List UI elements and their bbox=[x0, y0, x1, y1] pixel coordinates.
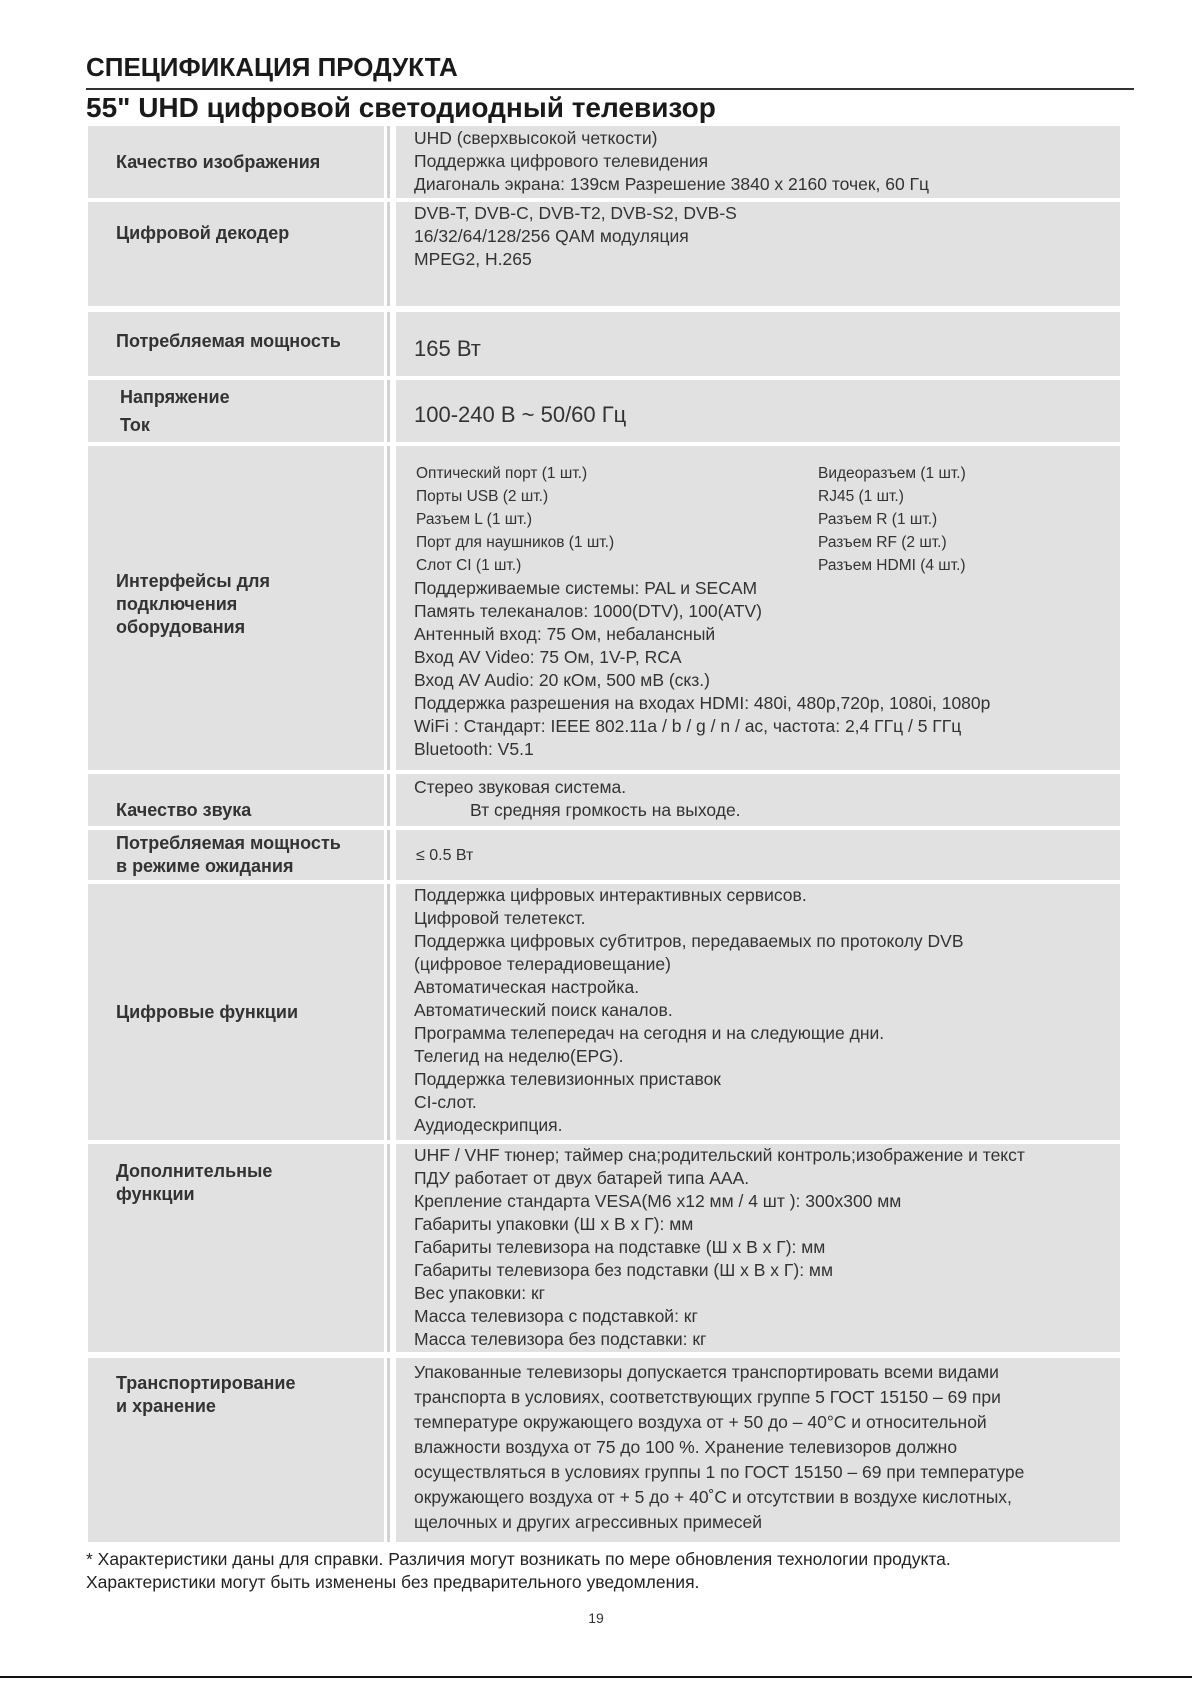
spec-line: CI-слот. bbox=[414, 1092, 477, 1112]
spec-line: Габариты телевизора без подставки (Ш х В х Г): мм bbox=[414, 1260, 833, 1280]
spec-line: Bluetooth: V5.1 bbox=[414, 739, 534, 759]
spec-row-voltage bbox=[88, 380, 1120, 442]
spec-label-voltage bbox=[88, 380, 384, 442]
spec-line: влажности воздуха от 75 до 100 %. Хранение телевизоров должно bbox=[414, 1437, 958, 1457]
spec-label-picture bbox=[88, 126, 384, 198]
spec-label-text: Качество звука bbox=[116, 800, 252, 820]
spec-line: UHD (сверхвысокой четкости) bbox=[414, 128, 658, 148]
ports-right-column bbox=[818, 462, 1112, 577]
spec-divider bbox=[384, 1358, 396, 1542]
spec-label-extra bbox=[88, 1144, 384, 1352]
port-item: Порт для наушников (1 шт.) bbox=[416, 534, 615, 551]
spec-line: Диагональ экрана: 139см Разрешение 3840 х 2160 точек, 60 Гц bbox=[414, 174, 930, 194]
spec-divider bbox=[384, 312, 396, 376]
bottom-rule bbox=[0, 1676, 1192, 1678]
spec-line: 16/32/64/128/256 QAM модуляция bbox=[414, 226, 689, 246]
standby-value: ≤ 0.5 Вт bbox=[416, 846, 474, 864]
spec-line: Цифровой телетекст. bbox=[414, 908, 586, 928]
ports-list bbox=[414, 462, 1112, 577]
port-item: Разъем L (1 шт.) bbox=[416, 511, 533, 528]
port-item: Порты USB (2 шт.) bbox=[416, 488, 549, 505]
spec-line: ПДУ работает от двух батарей типа ААА. bbox=[414, 1168, 750, 1188]
spec-line: Память телеканалов: 1000(DTV), 100(ATV) bbox=[414, 601, 762, 621]
spec-line: Вход AV Video: 75 Ом, 1V-P, RCA bbox=[414, 647, 682, 667]
heading-rule bbox=[86, 88, 1134, 90]
spec-line: Автоматическая настройка. bbox=[414, 977, 640, 997]
spec-value-decoder bbox=[396, 202, 1120, 306]
footnote-line: Характеристики могут быть изменены без предварительного уведомления. bbox=[86, 1572, 700, 1592]
spec-divider bbox=[384, 126, 396, 198]
spec-divider bbox=[384, 380, 396, 442]
spec-label-text: Транспортирование bbox=[116, 1373, 296, 1393]
spec-value-voltage bbox=[396, 380, 1120, 442]
spec-divider bbox=[384, 1144, 396, 1352]
spec-line: Поддержка цифрового телевидения bbox=[414, 151, 709, 171]
voltage-value: 100-240 В ~ 50/60 Гц bbox=[414, 402, 627, 427]
spec-label-decoder bbox=[88, 202, 384, 306]
spec-value-digital bbox=[396, 884, 1120, 1140]
spec-label-transport bbox=[88, 1358, 384, 1542]
spec-line: Поддержка телевизионных приставок bbox=[414, 1069, 721, 1089]
spec-row-interfaces bbox=[88, 446, 1120, 770]
spec-line: Автоматический поиск каналов. bbox=[414, 1000, 673, 1020]
document-subtitle: 55" UHD цифровой светодиодный телевизор bbox=[86, 92, 716, 123]
spec-line: Поддержка цифровых интерактивных сервисов. bbox=[414, 885, 807, 905]
spec-line: Крепление стандарта VESA(M6 x12 мм / 4 шт ): 300х300 мм bbox=[414, 1191, 902, 1211]
page-number: 19 bbox=[588, 1610, 604, 1626]
document-title: СПЕЦИФИКАЦИЯ ПРОДУКТА bbox=[86, 52, 458, 82]
spec-label-sound bbox=[88, 774, 384, 826]
spec-label-text: Ток bbox=[120, 415, 150, 435]
spec-divider bbox=[384, 774, 396, 826]
spec-line: Габариты упаковки (Ш х В х Г): мм bbox=[414, 1214, 694, 1234]
spec-row-decoder bbox=[88, 202, 1120, 306]
spec-line: транспорта в условиях, соответствующих группе 5 ГОСТ 15150 – 69 при bbox=[414, 1387, 1001, 1407]
power-value: 165 Вт bbox=[414, 336, 481, 361]
spec-label-text: Интерфейсы для bbox=[116, 570, 270, 591]
spec-label-text: Потребляемая мощность bbox=[116, 330, 341, 351]
spec-row-extra bbox=[88, 1144, 1120, 1352]
spec-divider bbox=[384, 446, 396, 770]
spec-value-picture bbox=[396, 126, 1120, 198]
spec-line: MPEG2, H.265 bbox=[414, 249, 532, 269]
spec-line: Упакованные телевизоры допускается транспортировать всеми видами bbox=[414, 1362, 999, 1382]
spec-row-digital bbox=[88, 884, 1120, 1140]
spec-line: температуре окружающего воздуха от + 50 до – 40°С и относительной bbox=[414, 1412, 987, 1432]
spec-divider bbox=[384, 202, 396, 306]
spec-value-power bbox=[396, 312, 1120, 376]
spec-line: Стерео звуковая система. bbox=[414, 777, 627, 797]
spec-divider bbox=[384, 830, 396, 880]
spec-line: Антенный вход: 75 Ом, небалансный bbox=[414, 624, 716, 644]
spec-label-text: и хранение bbox=[116, 1396, 216, 1416]
port-item: Оптический порт (1 шт.) bbox=[416, 465, 588, 482]
spec-line: щелочных и других агрессивных примесей bbox=[414, 1512, 763, 1532]
spec-label-interfaces bbox=[88, 446, 384, 770]
spec-row-power bbox=[88, 312, 1120, 376]
spec-row-transport bbox=[88, 1358, 1120, 1542]
spec-label-text: в режиме ожидания bbox=[116, 856, 294, 876]
spec-line: Телегид на неделю(EPG). bbox=[414, 1046, 624, 1066]
spec-line: Поддержка разрешения на входах HDMI: 480i, 480p,720p, 1080i, 1080p bbox=[414, 693, 991, 713]
spec-line: Вт средняя громкость на выходе. bbox=[470, 800, 741, 820]
spec-line: (цифровое телерадиовещание) bbox=[414, 954, 671, 974]
spec-line: Поддержка цифровых субтитров, передаваемых по протоколу DVB bbox=[414, 931, 964, 951]
spec-line: Поддерживаемые системы: PAL и SECAM bbox=[414, 578, 758, 598]
spec-label-text: подключения bbox=[116, 593, 238, 614]
spec-label-text: Цифровые функции bbox=[116, 1001, 299, 1022]
spec-line: Масса телевизора с подставкой: кг bbox=[414, 1306, 698, 1326]
spec-label-standby bbox=[88, 830, 384, 880]
spec-divider bbox=[384, 884, 396, 1140]
spec-value-extra bbox=[396, 1144, 1120, 1352]
port-item: Разъем HDMI (4 шт.) bbox=[818, 557, 966, 574]
spec-label-text: функции bbox=[116, 1184, 195, 1204]
spec-line: UHF / VHF тюнер; таймер сна;родительский контроль;изображение и текст bbox=[414, 1145, 1025, 1165]
spec-label-text: Потребляемая мощность bbox=[116, 833, 341, 853]
footnote bbox=[86, 1548, 1146, 1594]
spec-line: Масса телевизора без подставки: кг bbox=[414, 1329, 707, 1349]
footnote-line: * Характеристики даны для справки. Различия могут возникать по мере обновления технологии продукта. bbox=[86, 1549, 951, 1569]
spec-line: осуществляться в условиях группы 1 по ГОСТ 15150 – 69 при температуре bbox=[414, 1462, 1025, 1482]
spec-value-transport bbox=[396, 1358, 1120, 1542]
heading-block bbox=[86, 52, 1134, 82]
spec-row-picture bbox=[88, 126, 1120, 198]
ports-left-column bbox=[416, 462, 818, 577]
spec-label-text: Дополнительные bbox=[116, 1161, 273, 1181]
spec-line: Вход AV Audio: 20 кОм, 500 мВ (скз.) bbox=[414, 670, 710, 690]
spec-line: окружающего воздуха от + 5 до + 40˚С и отсутствии в воздухе кислотных, bbox=[414, 1487, 1012, 1507]
spec-label-power bbox=[88, 312, 384, 376]
spec-value-standby bbox=[396, 830, 1120, 880]
spec-row-standby bbox=[88, 830, 1120, 880]
spec-label-text: оборудования bbox=[116, 616, 246, 637]
spec-line: Габариты телевизора на подставке (Ш х В х Г): мм bbox=[414, 1237, 826, 1257]
spec-label-text: Качество изображения bbox=[116, 151, 321, 172]
port-item: Слот CI (1 шт.) bbox=[416, 557, 522, 574]
spec-line: WiFi : Стандарт: IEEE 802.11a / b / g / n / ac, частота: 2,4 ГГц / 5 ГГц bbox=[414, 716, 962, 736]
spec-label-text: Цифровой декодер bbox=[116, 223, 290, 243]
spec-label-text: Напряжение bbox=[120, 387, 230, 407]
port-item: Видеоразъем (1 шт.) bbox=[818, 465, 966, 482]
spec-label-digital bbox=[88, 884, 384, 1140]
port-item: Разъем RF (2 шт.) bbox=[818, 534, 947, 551]
spec-value-interfaces bbox=[396, 446, 1120, 770]
spec-line: Аудиодескрипция. bbox=[414, 1115, 563, 1135]
spec-row-sound bbox=[88, 774, 1120, 826]
spec-line: Вес упаковки: кг bbox=[414, 1283, 546, 1303]
spec-value-sound bbox=[396, 774, 1120, 826]
port-item: Разъем R (1 шт.) bbox=[818, 511, 938, 528]
spec-line: Программа телепередач на сегодня и на следующие дни. bbox=[414, 1023, 885, 1043]
port-item: RJ45 (1 шт.) bbox=[818, 488, 904, 505]
spec-line: DVB-T, DVB-C, DVB-T2, DVB-S2, DVB-S bbox=[414, 203, 737, 223]
